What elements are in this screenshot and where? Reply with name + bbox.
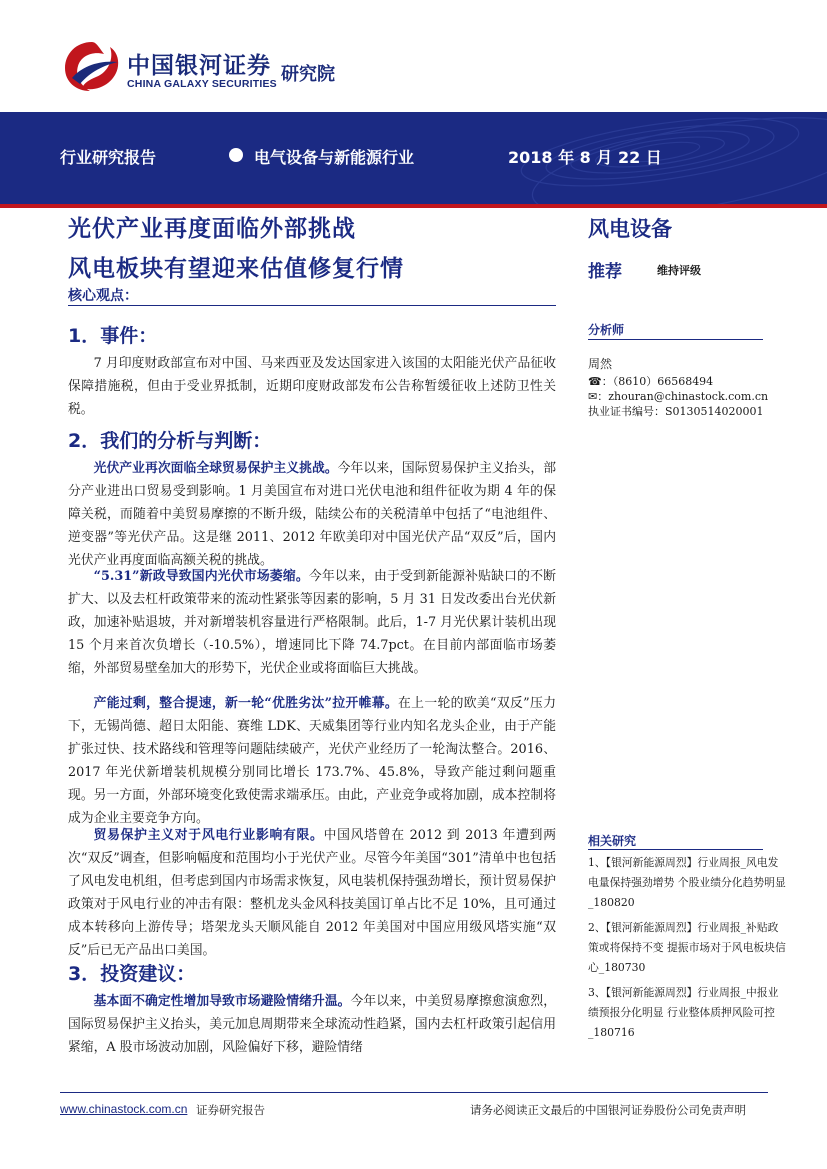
analyst-cert: 执业证书编号：S0130514020001 [588,405,764,418]
analyst-divider [588,339,763,340]
related-item-1: 1、【银河新能源周烈】行业周报_风电发电量保持强劲增势 个股业绩分化趋势明显_180820 [588,856,786,909]
section-3-paragraph-1: 基本面不确定性增加导致市场避险情绪升温。今年以来，中美贸易摩擦愈演愈烈，国际贸易保护主义抬头，美元加息周期带来全球流动性趋紧，国内去杠杆政策引起信用紧缩，A 股市场波动加剧，风险偏好下移，避险情绪 [68,994,557,1055]
section-heading-3: 3．投资建议： [68,963,196,985]
analyst-email: ✉：zhouran@chinastock.com.cn [588,390,769,403]
related-divider [588,849,763,850]
section-heading-2: 2．我们的分析与判断： [68,430,272,452]
title-line-2: 风电板块有望迎来估值修复行情 [68,256,404,282]
analyst-phone: ☎：（8610）66568494 [588,375,714,388]
section-heading-1: 1．事件： [68,325,158,347]
footer-website-link[interactable]: www.chinastock.com.cn [60,1102,188,1116]
related-research-heading: 相关研究 [588,834,637,848]
logo-institute: 研究院 [281,64,335,85]
footer-divider [60,1092,768,1093]
related-item-3: 3、【银河新能源周烈】行业周报_中报业绩预报分化明显 行业整体质押风险可控_180716 [588,986,779,1039]
report-date: 2018 年 8 月 22 日 [508,148,662,167]
rating-label: 推荐 [588,262,622,282]
galaxy-logo-icon [62,38,122,94]
report-type: 行业研究报告 [60,148,157,167]
logo-company-cn: 中国银河证券 [127,53,271,79]
title-line-1: 光伏产业再度面临外部挑战 [68,216,356,242]
banner-red-rule [0,204,827,208]
bullet-dot-icon [229,148,243,162]
section-2-paragraph-1: 光伏产业再次面临全球贸易保护主义挑战。今年以来，国际贸易保护主义抬头，部分产业进出口贸易受到影响。1 月美国宣布对进口光伏电池和组件征收为期 4 年的保障关税，而随着中美贸易摩擦的不断升级，陆续公布的关税清单中包括了“电池组件、逆变器”等光伏产品。这是继 2011、2012 年欧美印对中国光伏产品“双反”后，国内光伏产业再度面临高额关税的挑战。 [68,461,557,568]
footer-report-label: 证券研究报告 [196,1103,265,1117]
analyst-name: 周然 [588,357,613,371]
industry-name: 电气设备与新能源行业 [254,148,415,167]
section-2-paragraph-4: 贸易保护主义对于风电行业影响有限。中国风塔曾在 2012 到 2013 年遭到两次“双反”调查，但影响幅度和范围均小于光伏产业。尽管今年美国“301”清单中也包括了风电发电机组，但考虑到国内市场需求恢复，风电装机保持强劲增长，预计贸易保护政策对于风电行业的冲击有限：整机龙头金风科技美国订单占比不足 10%，且可通过成本转移向上游传导；塔架龙头天顺风能自 2012 年美国对中国应用级风塔实施“双反”后已无产品出口美国。 [68,828,557,958]
section-1-paragraph-1: 7 月印度财政部宣布对中国、马来西亚及发达国家进入该国的太阳能光伏产品征收保障措施税，但由于受业界抵制，近期印度财政部发布公告称暂缓征收上述防卫性关税。 [68,356,556,417]
sector-name: 风电设备 [588,217,672,241]
section-2-paragraph-2: “5.31”新政导致国内光伏市场萎缩。今年以来，由于受到新能源补贴缺口的不断扩大、以及去杠杆政策带来的流动性紧张等因素的影响，5 月 31 日发改委出台光伏新政，加速补贴退坡，并对新增装机容量进行严格限制。此后，1-7 月光伏累计装机出现 15 个月来首次负增长（-10.5%），增速同比下降 74.7pct。在目前内部面临市场萎缩，外部贸易壁垒加大的形势下，光伏企业或将面临巨大挑战。 [68,569,557,676]
core-viewpoint-label: 核心观点： [68,288,138,304]
rating-maintain: 维持评级 [657,264,701,277]
logo-company-en: CHINA GALAXY SECURITIES [127,78,277,90]
analyst-heading: 分析师 [588,323,625,337]
related-item-2: 2、【银河新能源周烈】行业周报_补贴政策或将保持不变 提振市场对于风电板块信心_180730 [588,921,786,974]
section-2-paragraph-3: 产能过剩，整合提速，新一轮“优胜劣汰”拉开帷幕。在上一轮的欧美“双反”压力下，无锡尚德、超日太阳能、赛维 LDK、天威集团等行业内知名龙头企业，由于产能扩张过快、技术路线和管理等问题陆续破产，光伏产业经历了一轮淘汰整合。2016、2017 年光伏新增装机规模分别同比增长 173.7%、45.8%，导致产能过剩问题重现。另一方面，外部环境变化致使需求端承压。由此，产业竞争或将加剧，成本控制将成为企业主要竞争方向。 [68,696,556,826]
footer-disclaimer: 请务必阅读正文最后的中国银河证券股份公司免责声明 [470,1103,746,1117]
core-divider [68,305,556,306]
